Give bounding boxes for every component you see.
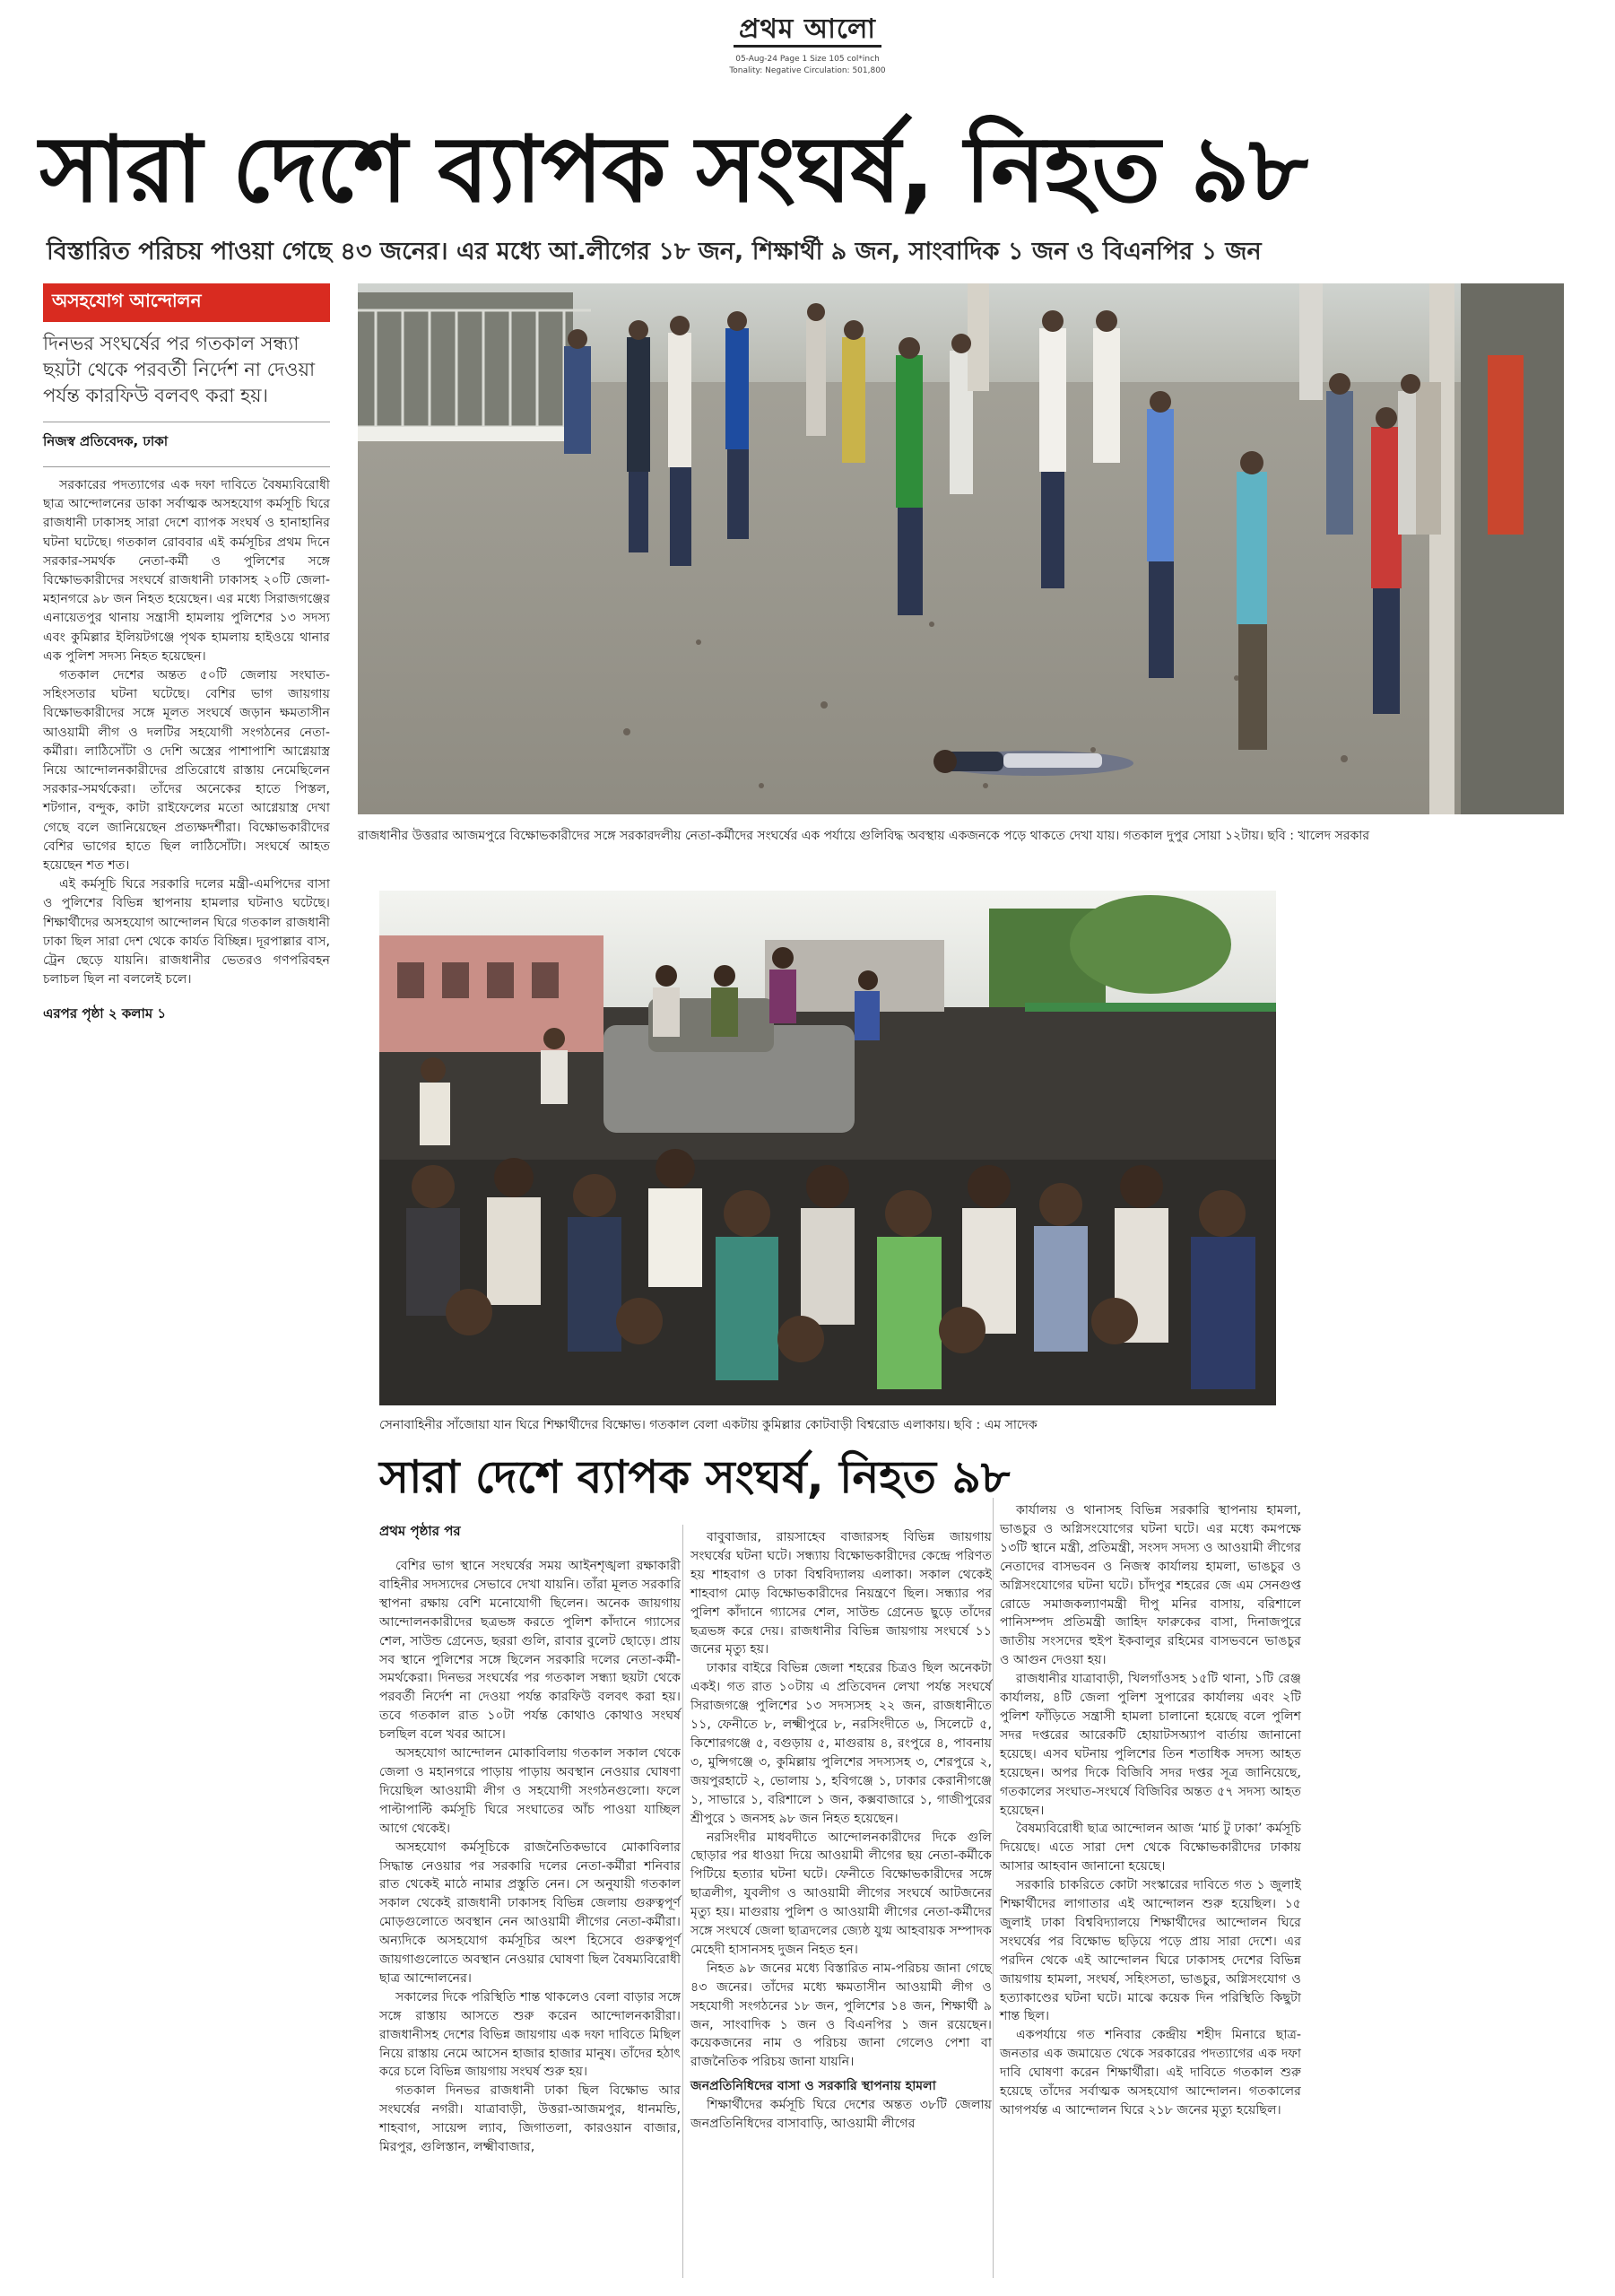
paragraph: গতকাল দেশের অন্তত ৫০টি জেলায় সংঘাত-সহিংসতার ঘটনা ঘটেছে। বেশির ভাগ জায়গায় বিক্ষোভকারীদের সঙ্গে মূলত সংঘর্ষে জড়ান ক্ষমতাসীন আওয়ামী লীগ ও দলটির সহযোগী সংগঠনের নেতা-কর্মীরা। লাঠিসোঁটা ও দেশি অস্ত্রের পাশাপাশি আগ্নেয়াস্ত্র নিয়ে আন্দোলনকারীদের প্রতিরোধে রাস্তায় নেমেছিলেন সরকার-সমর্থকেরা। তাঁদের অনেকের হাতে পিস্তল, শটগান, বন্দুক, কাটা রাইফেলের মতো আগ্নেয়াস্ত্র দেখা গেছে বলে জানিয়েছেন প্রত্যক্ষদর্শীরা। বিক্ষোভকারীদের বেশির ভাগের হাতে ছিল লাঠিসোঁটা। সংঘর্ষে আহত হয়েছেন শত শত। bbox=[43, 668, 330, 874]
intro-text: দিনভর সংঘর্ষের পর গতকাল সন্ধ্যা ছয়টা থেকে পরবর্তী নির্দেশ না দেওয়া পর্যন্ত কারফিউ বলবৎ করা হয়। bbox=[43, 333, 316, 406]
divider bbox=[43, 466, 330, 467]
paragraph: নরসিংদীর মাধবদীতে আন্দোলনকারীদের দিকে গুলি ছোড়ার পর ধাওয়া দিয়ে আওয়ামী লীগের ছয় নেতা-কর্মীকে পিটিয়ে হত্যার ঘটনা ঘটে। ফেনীতে বিক্ষোভকারীদের সঙ্গে ছাত্রলীগ, যুবলীগ ও আওয়ামী লীগের সংঘর্ষে আটজনের মৃত্যু হয়। মাগুরায় পুলিশ ও আওয়ামী লীগের নেতা-কর্মীদের সঙ্গে সংঘর্ষে জেলা ছাত্রদলের জ্যেষ্ঠ যুগ্ম আহবায়ক সম্পাদক মেহেদী হাসানসহ দুজন নিহত হন। bbox=[690, 1830, 992, 1957]
paragraph: অসহযোগ আন্দোলন মোকাবিলায় গতকাল সকাল থেকে জেলা ও মহানগরে পাড়ায় পাড়ায় অবস্থান নেওয়ার ঘোষণা দিয়েছিল আওয়ামী লীগ ও সহযোগী সংগঠনগুলো। ফলে পাল্টাপাল্টি কর্মসূচি ঘিরে সংঘাতের আঁচ পাওয়া যাচ্ছিল আগে থেকেই। bbox=[379, 1746, 681, 1836]
paragraph: গতকাল দিনভর রাজধানী ঢাকা ছিল বিক্ষোভ আর সংঘর্ষের নগরী। যাত্রাবাড়ী, উত্তরা-আজমপুর, ধানমন্ডি, শাহবাগ, সায়েন্স ল্যাব, জিগাতলা, কারওয়ান বাজার, মিরপুর, গুলিস্তান, লক্ষ্মীবাজার, bbox=[379, 2083, 681, 2155]
column-divider bbox=[682, 1525, 683, 2278]
photo-uttara-clash bbox=[358, 283, 1564, 814]
photo2-caption: সেনাবাহিনীর সাঁজোয়া যান ঘিরে শিক্ষার্থীদের বিক্ষোভ। গতকাল বেলা একটায় কুমিল্লার কোটবাড়ী বিশ্বরোড এলাকায়। ছবি : এম সাদেক bbox=[379, 1418, 1038, 1432]
continuation-headline: সারা দেশে ব্যাপক সংঘর্ষ, নিহত ৯৮ bbox=[379, 1451, 1011, 1503]
paragraph: সরকারি চাকরিতে কোটা সংস্কারের দাবিতে গত ১ জুলাই শিক্ষার্থীদের লাগাতার এই আন্দোলন শুরু হয়েছিল। ১৫ জুলাই ঢাকা বিশ্ববিদ্যালয়ে শিক্ষার্থীদের আন্দোলন ঘিরে সংঘর্ষের পর বিক্ষোভ ছড়িয়ে পড়ে প্রায় সারা দেশে। এর পরদিন থেকে এই আন্দোলন ঘিরে ঢাকাসহ দেশের বিভিন্ন জায়গায় হামলা, সংঘর্ষ, সহিংসতা, ভাঙচুর, অগ্নিসংযোগ ও হত্যাকাণ্ডের ঘটনা ঘটে। মাঝে কয়েক দিন পরিস্থিতি কিছুটা শান্ত ছিল। bbox=[1000, 1878, 1301, 2024]
photo-comilla-protest bbox=[379, 891, 1276, 1405]
continued-on: এরপর পৃষ্ঠা ২ কলাম ১ bbox=[43, 1005, 167, 1022]
byline: নিজস্ব প্রতিবেদক, ঢাকা bbox=[43, 433, 169, 449]
continued-from: প্রথম পৃষ্ঠার পর bbox=[379, 1523, 461, 1539]
continuation-column-3 bbox=[1000, 1501, 1301, 2120]
section-tag: অসহযোগ আন্দোলন bbox=[43, 283, 330, 322]
masthead bbox=[0, 7, 1615, 76]
paragraph: বৈষম্যবিরোধী ছাত্র আন্দোলন আজ ‘মার্চ টু ঢাকা’ কর্মসূচি দিয়েছে। এতে সারা দেশ থেকে বিক্ষোভকারীদের ঢাকায় আসার আহবান জানানো হয়েছে। bbox=[1000, 1822, 1301, 1874]
article-body bbox=[43, 476, 330, 989]
continuation-column-1 bbox=[379, 1557, 681, 2157]
paragraph: কার্যালয় ও থানাসহ বিভিন্ন সরকারি স্থাপনায় হামলা, ভাঙচুর ও অগ্নিসংযোগের ঘটনা ঘটে। এর মধ্যে কমপক্ষে ১৩টি স্থানে মন্ত্রী, প্রতিমন্ত্রী, সংসদ সদস্য ও আওয়ামী লীগের নেতাদের বাসভবন ও নিজস্ব কার্যালয় হামলা, ভাঙচুর ও অগ্নিসংযোগের ঘটনা ঘটে। চাঁদপুর শহরের জে এম সেনগুপ্ত রোডে সমাজকল্যাণমন্ত্রী দীপু মনির বাসায়, বরিশালে পানিসম্পদ প্রতিমন্ত্রী জাহিদ ফারুকের বাসা, দিনাজপুরে জাতীয় সংসদের হুইপ ইকবালুর রহিমের বাসভবনে ভাঙচুর ও আগুন দেওয়া হয়। bbox=[1000, 1503, 1301, 1668]
paragraph: বেশির ভাগ স্থানে সংঘর্ষের সময় আইনশৃঙ্খলা রক্ষাকারী বাহিনীর সদস্যদের সেভাবে দেখা যায়নি। তাঁরা মূলত সরকারি স্থাপনা রক্ষায় বেশি মনোযোগী ছিলেন। অনেক জায়গায় আন্দোলনকারীদের ছত্রভঙ্গ করতে পুলিশ কাঁদানে গ্যাসের শেল, সাউন্ড গ্রেনেড, ছররা গুলি, রাবার বুলেট ছোড়ে। প্রায় সব স্থানে পুলিশের সঙ্গে ছিলেন সরকারি দলের নেতা-কর্মী-সমর্থকেরা। দিনভর সংঘর্ষের পর গতকাল সন্ধ্যা ছয়টা থেকে পরবর্তী নির্দেশ না দেওয়া পর্যন্ত কারফিউ বলবৎ করা হয়। তবে গতকাল রাত ১০টা পর্যন্ত কোথাও কোথাও সংঘর্ষ চলছিল বলে খবর আসে। bbox=[379, 1559, 681, 1743]
paragraph: শিক্ষার্থীদের কর্মসূচি ঘিরে দেশের অন্তত ৩৮টি জেলায় জনপ্রতিনিধিদের বাসাবাড়ি, আওয়ামী লীগের bbox=[690, 2098, 992, 2132]
paragraph: সরকারের পদত্যাগের এক দফা দাবিতে বৈষম্যবিরোধী ছাত্র আন্দোলনের ডাকা সর্বাত্মক অসহযোগ কর্মসূচি ঘিরে রাজধানী ঢাকাসহ সারা দেশে ব্যাপক সংঘর্ষ ও হানাহানির ঘটনা ঘটেছে। গতকাল রোববার এই কর্মসূচির প্রথম দিনে সরকার-সমর্থক নেতা-কর্মী ও পুলিশের সঙ্গে বিক্ষোভকারীদের সংঘর্ষে রাজধানী ঢাকাসহ ২০টি জেলা-মহানগরে ৯৮ জন নিহত হয়েছেন। এর মধ্যে সিরাজগঞ্জের এনায়েতপুর থানায় সন্ত্রাসী হামলায় পুলিশের ১৩ সদস্য এবং কুমিল্লার ইলিয়টগঞ্জে পৃথক হামলায় হাইওয়ে থানার এক পুলিশ সদস্য নিহত হয়েছেন। bbox=[43, 478, 330, 664]
newspaper-logo: প্রথম আলো bbox=[734, 7, 881, 53]
paragraph: এই কর্মসূচি ঘিরে সরকারি দলের মন্ত্রী-এমপিদের বাসা ও পুলিশের বিভিন্ন স্থাপনায় হামলার ঘটনাও ঘটেছে। শিক্ষার্থীদের অসহযোগ আন্দোলন ঘিরে গতকাল রাজধানী ঢাকা ছিল সারা দেশ থেকে কার্যত বিচ্ছিন্ন। দূরপাল্লার বাস, ট্রেন ছেড়ে যায়নি। রাজধানীর ভেতরও গণপরিবহন চলাচল ছিল না বললেই চলে। bbox=[43, 877, 330, 987]
column-divider bbox=[993, 1498, 994, 2278]
edition-line-2: Tonality: Negative Circulation: 501,800 bbox=[729, 66, 886, 75]
paragraph: সকালের দিকে পরিস্থিতি শান্ত থাকলেও বেলা বাড়ার সঙ্গে সঙ্গে রাস্তায় আসতে শুরু করেন আন্দোলনকারীরা। রাজধানীসহ দেশের বিভিন্ন জায়গায় এক দফা দাবিতে মিছিল নিয়ে রাস্তায় নেমে আসেন হাজার হাজার মানুষ। তাঁদের হঠাৎ করে চলে বিভিন্ন জায়গায় সংঘর্ষ শুরু হয়। bbox=[379, 1989, 681, 2080]
photo1-caption: রাজধানীর উত্তরার আজমপুরে বিক্ষোভকারীদের সঙ্গে সরকারদলীয় নেতা-কর্মীদের সংঘর্ষের এক পর্যায়ে গুলিবিদ্ধ অবস্থায় একজনকে পড়ে থাকতে দেখা যায়। গতকাল দুপুর সোয়া ১২টায়। ছবি : খালেদ সরকার bbox=[358, 829, 1370, 843]
subhead: জনপ্রতিনিধিদের বাসা ও সরকারি স্থাপনায় হামলা bbox=[690, 2079, 936, 2094]
continuation-column-2 bbox=[690, 1528, 992, 2134]
paragraph: একপর্যায়ে গত শনিবার কেন্দ্রীয় শহীদ মিনারে ছাত্র-জনতার এক জমায়েত থেকে সরকারের পদত্যাগের এক দফা দাবি ঘোষণা করেন শিক্ষার্থীরা। এই দাবিতে গতকাল শুরু হয়েছে তাঁদের সর্বাত্মক অসহযোগ আন্দোলন। গতকালের আগপর্যন্ত এ আন্দোলন ঘিরে ২১৮ জনের মৃত্যু হয়েছিল। bbox=[1000, 2028, 1301, 2118]
paragraph: অসহযোগ কর্মসূচিকে রাজনৈতিকভাবে মোকাবিলার সিদ্ধান্ত নেওয়ার পর সরকারি দলের নেতা-কর্মীরা শনিবার রাত থেকেই মাঠে নামার প্রস্তুতি নেন। সে অনুযায়ী গতকাল সকাল থেকেই রাজধানী ঢাকাসহ বিভিন্ন জেলায় গুরুত্বপূর্ণ মোড়গুলোতে অবস্থান নেন আওয়ামী লীগের নেতা-কর্মীরা। অন্যদিকে অসহযোগ কর্মসূচির অংশ হিসেবে গুরুত্বপূর্ণ জায়গাগুলোতে অবস্থান নেওয়ার ঘোষণা ছিল বৈষম্যবিরোধী ছাত্র আন্দোলনের। bbox=[379, 1839, 681, 1986]
left-column bbox=[43, 283, 330, 1026]
main-headline: সারা দেশে ব্যাপক সংঘর্ষ, নিহত ৯৮ bbox=[39, 117, 1307, 223]
paragraph: রাজধানীর যাত্রাবাড়ী, খিলগাঁওসহ ১৫টি থানা, ১টি রেঞ্জ কার্যালয়, ৪টি জেলা পুলিশ সুপারের কার্যালয় এবং ২টি পুলিশ ফাঁড়িতে সন্ত্রাসী হামলা চালানো হয়েছে বলে পুলিশ সদর দপ্তরের আরেকটি হোয়াটসঅ্যাপ বার্তায় জানানো হয়েছে। এসব ঘটনায় পুলিশের তিন শতাধিক সদস্য আহত হয়েছেন। অপর দিকে বিজিবি সদর দপ্তর সূত্র জানিয়েছে, গতকালের সংঘাত-সংঘর্ষে বিজিবির অন্তত ৫৭ সদস্য আহত হয়েছেন। bbox=[1000, 1672, 1301, 1818]
paragraph: নিহত ৯৮ জনের মধ্যে বিস্তারিত নাম-পরিচয় জানা গেছে ৪৩ জনের। তাঁদের মধ্যে ক্ষমতাসীন আওয়ামী লীগ ও সহযোগী সংগঠনের ১৮ জন, পুলিশের ১৪ জন, শিক্ষার্থী ৯ জন, সাংবাদিক ১ জন ও বিএনপির ১ জন রয়েছেন। কয়েকজনের নাম ও পরিচয় জানা গেলেও পেশা বা রাজনৈতিক পরিচয় জানা যায়নি। bbox=[690, 1961, 992, 2070]
edition-line-1: 05-Aug-24 Page 1 Size 105 col*inch bbox=[735, 55, 880, 64]
paragraph: ঢাকার বাইরে বিভিন্ন জেলা শহরের চিত্রও ছিল অনেকটা একই। গত রাত ১০টায় এ প্রতিবেদন লেখা পর্যন্ত সংঘর্ষে সিরাজগঞ্জে পুলিশের ১৩ সদস্যসহ ২২ জন, রাজধানীতে ১১, ফেনীতে ৮, লক্ষ্মীপুরে ৮, নরসিংদীতে ৬, সিলেটে ৫, কিশোরগঞ্জে ৫, বগুড়ায় ৫, মাগুরায় ৪, রংপুরে ৪, পাবনায় ৩, মুন্সিগঞ্জে ৩, কুমিল্লায় পুলিশের সদস্যসহ ৩, শেরপুরে ২, জয়পুরহাটে ২, ভোলায় ১, হবিগঞ্জে ১, ঢাকার কেরানীগঞ্জে ১, সাভারে ১, বরিশালে ১ জন, কক্সবাজারে ১, গাজীপুরের শ্রীপুরে ১ জনসহ ৯৮ জন নিহত হয়েছেন। bbox=[690, 1661, 992, 1826]
paragraph: বাবুবাজার, রায়সাহেব বাজারসহ বিভিন্ন জায়গায় সংঘর্ষের ঘটনা ঘটে। সন্ধ্যায় বিক্ষোভকারীদের কেন্দ্রে পরিণত হয় শাহবাগ ও ঢাকা বিশ্ববিদ্যালয় এলাকা। সকাল থেকেই শাহবাগ মোড় বিক্ষোভকারীদের নিয়ন্ত্রণে ছিল। সন্ধ্যার পর পুলিশ কাঁদানে গ্যাসের শেল, সাউন্ড গ্রেনেড ছুড়ে তাঁদের ছত্রভঙ্গ করে দেয়। রাজধানীর বিভিন্ন জায়গায় সংঘর্ষে ১১ জনের মৃত্যু হয়। bbox=[690, 1530, 992, 1657]
sub-headline: বিস্তারিত পরিচয় পাওয়া গেছে ৪৩ জনের। এর মধ্যে আ.লীগের ১৮ জন, শিক্ষার্থী ৯ জন, সাংবাদিক ১ জন ও বিএনপির ১ জন bbox=[47, 238, 1262, 265]
